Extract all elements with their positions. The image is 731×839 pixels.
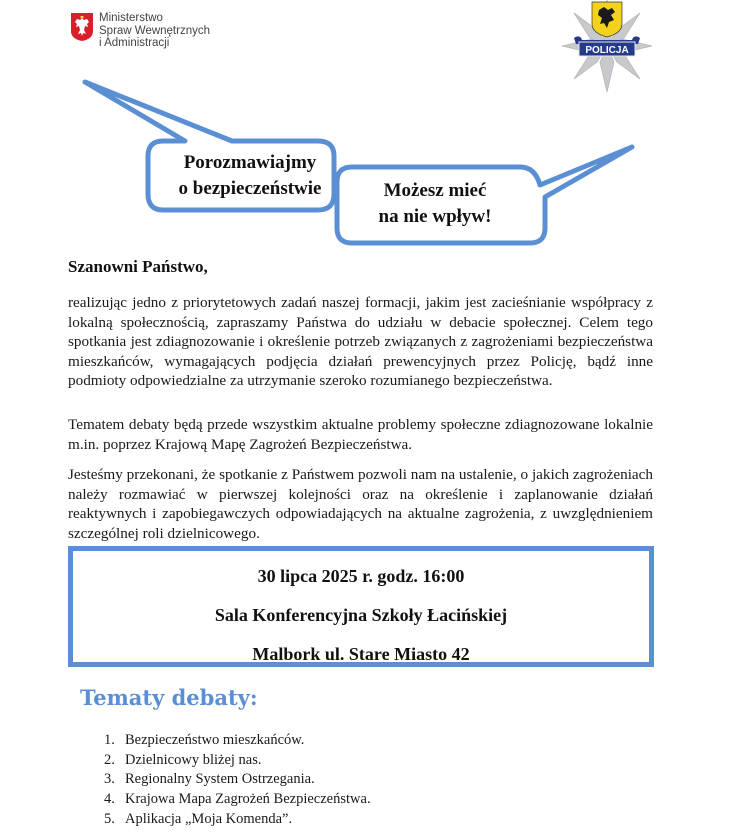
event-datetime: 30 lipca 2025 r. godz. 16:00 bbox=[257, 566, 465, 586]
list-item bbox=[104, 770, 371, 790]
event-venue: Sala Konferencyjna Szkoły Łacińskiej bbox=[214, 605, 508, 625]
greeting: Szanowni Państwo, bbox=[68, 257, 208, 276]
list-item-number: 2. bbox=[104, 751, 115, 768]
bubble-left bbox=[160, 150, 340, 202]
bubble-left-line-1: Porozmawiajmy bbox=[183, 152, 317, 173]
topics-heading: Tematy debaty: bbox=[80, 685, 258, 710]
list-item-number: 5. bbox=[104, 810, 115, 827]
paragraph-intro: realizując jedno z priorytetowych zadań naszej formacji, jakim jest zacieśnianie współpracy z lokalną społecznością, zapraszamy Państwa do udziału w debacie społecznej. Celem tego spotkania jest zdiagnozowanie i określenie potrzeb związanych z zagrożeniami bezpieczeństwa mieszkańców, wymagających podjęcia działań prewencyjnych przez Policję, bądź inne podmioty odpowiedzialne za utrzymanie szeroko rozumianego bezpieczeństwa. bbox=[68, 294, 653, 389]
event-address: Malbork ul. Stare Miasto 42 bbox=[252, 644, 470, 664]
list-item-text: Aplikacja „Moja Komenda”. bbox=[125, 810, 293, 827]
list-item-text: Krajowa Mapa Zagrożeń Bezpieczeństwa. bbox=[125, 791, 371, 808]
svg-text:POLICJA: POLICJA bbox=[585, 45, 629, 56]
topics-list bbox=[104, 731, 371, 830]
bubble-left-line-2: o bezpieczeństwie bbox=[178, 178, 322, 199]
paragraph-topic: Tematem debaty będą przede wszystkim aktualne problemy społeczne zdiagnozowane lokalnie m.in. poprzez Krajową Mapę Zagrożeń Bezpieczeństwa. bbox=[68, 416, 653, 453]
mswia-line-3: i Administracji bbox=[99, 37, 170, 49]
paragraph-purpose: Jesteśmy przekonani, że spotkanie z Państwem pozwoli nam na ustalenie, o jakich zagrożeniach należy rozmawiać w pierwszej kolejności oraz na określenie i zaplanowanie działań reaktywnych i zapobiegawczych odpowiadających na aktualne zagrożenia, z uwzględnieniem szczególnej roli dzielnicowego. bbox=[68, 466, 653, 542]
bubble-right bbox=[350, 178, 520, 230]
list-item-number: 1. bbox=[104, 732, 115, 748]
list-item bbox=[104, 751, 371, 771]
list-item bbox=[104, 790, 371, 810]
event-details-box bbox=[68, 546, 654, 667]
bubble-right-line-2: na nie wpływ! bbox=[378, 206, 492, 227]
list-item bbox=[104, 810, 371, 830]
list-item-text: Dzielnicowy bliżej nas. bbox=[125, 751, 262, 768]
list-item-number: 4. bbox=[104, 791, 115, 808]
mswia-line-2: Spraw Wewnętrznych bbox=[99, 24, 210, 37]
list-item-text: Bezpieczeństwo mieszkańców. bbox=[125, 732, 305, 748]
list-item bbox=[104, 731, 371, 751]
mswia-line-1: Ministerstwo bbox=[99, 12, 163, 24]
bubble-right-line-1: Możesz mieć bbox=[383, 180, 487, 201]
list-item-number: 3. bbox=[104, 771, 115, 788]
list-item-text: Regionalny System Ostrzegania. bbox=[125, 771, 315, 788]
